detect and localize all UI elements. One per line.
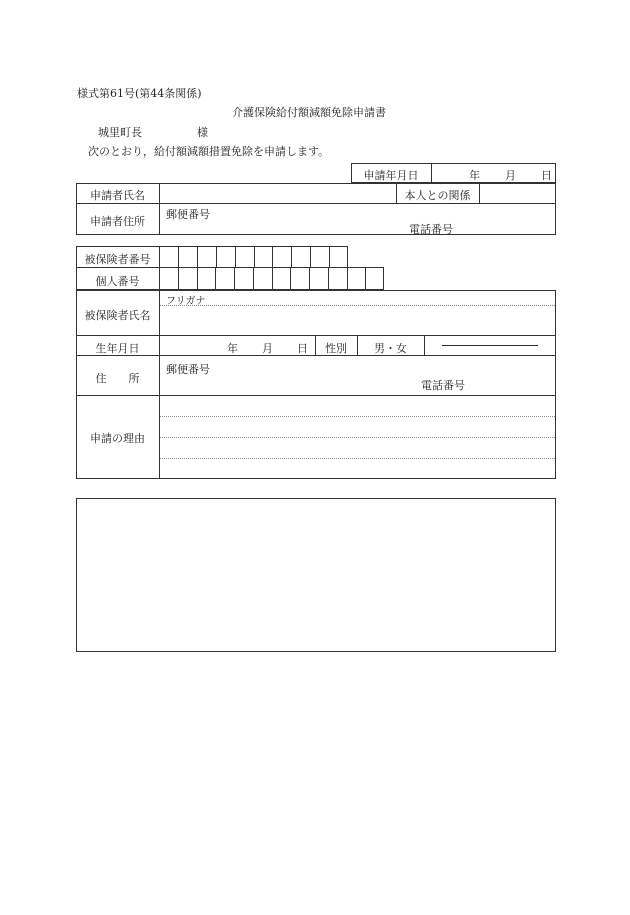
honorific: 様 [197, 126, 208, 139]
applicant-name-input[interactable] [163, 186, 391, 200]
personal-number-digit[interactable] [236, 270, 251, 287]
personal-number-digit[interactable] [311, 270, 326, 287]
applicant-phone-input[interactable] [459, 220, 551, 233]
insured-address-label: 住 所 [95, 372, 140, 385]
application-month-input[interactable] [476, 166, 502, 180]
application-date-label: 申請年月日 [363, 169, 419, 182]
personal-number-digit[interactable] [180, 270, 195, 287]
personal-number-digit[interactable] [292, 270, 307, 287]
personal-number-digit[interactable] [217, 270, 232, 287]
insured-number-digit[interactable] [256, 249, 271, 265]
insured-phone-label: 電話番号 [421, 379, 465, 392]
furigana-label: フリガナ [166, 296, 206, 307]
insured-name-label: 被保険者氏名 [84, 309, 151, 322]
insured-number-digit[interactable] [237, 249, 252, 265]
personal-number-digit[interactable] [161, 270, 176, 287]
addressee: 城里町長 [98, 126, 142, 139]
personal-number-label: 個人番号 [95, 275, 140, 288]
applicant-postal-label: 郵便番号 [166, 208, 210, 221]
birth-day-input[interactable] [275, 339, 295, 353]
personal-number-digit[interactable] [367, 270, 382, 287]
birth-month: 月 [262, 342, 273, 355]
insured-phone-input[interactable] [470, 376, 550, 390]
relation-input[interactable] [483, 186, 551, 200]
applicant-phone-label: 電話番号 [409, 223, 453, 236]
insured-number-digit[interactable] [331, 249, 346, 265]
birth-month-input[interactable] [240, 339, 260, 353]
applicant-postal-input[interactable] [214, 205, 394, 219]
insured-number-digit[interactable] [312, 249, 327, 265]
personal-number-digit[interactable] [349, 270, 364, 287]
birth-date-label: 生年月日 [95, 342, 140, 355]
birth-year: 年 [227, 342, 238, 355]
sex-options[interactable]: 男・女 [374, 342, 407, 355]
personal-number-digit[interactable] [330, 270, 345, 287]
personal-number-digit[interactable] [255, 270, 270, 287]
insured-postal-label: 郵便番号 [166, 363, 210, 376]
form-title: 介護保険給付額減額免除申請書 [232, 106, 386, 119]
reason-input[interactable] [164, 399, 550, 475]
form-number: 様式第61号(第44条関係) [77, 87, 202, 100]
insured-number-label: 被保険者番号 [84, 253, 151, 266]
intro-text: 次のとおり，給付額減額措置免除を申請します。 [88, 145, 330, 158]
applicant-address-label: 申請者住所 [90, 215, 145, 228]
furigana-input[interactable] [214, 292, 544, 304]
insured-number-digit[interactable] [274, 249, 289, 265]
age-line [442, 345, 538, 346]
sex-label: 性別 [325, 342, 347, 355]
reason-label: 申請の理由 [90, 432, 145, 445]
application-day: 日 [541, 169, 552, 182]
office-use-box [76, 498, 556, 652]
application-day-input[interactable] [512, 166, 538, 180]
insured-number-digit[interactable] [161, 249, 176, 265]
birth-year-input[interactable] [180, 339, 224, 353]
insured-number-digit[interactable] [293, 249, 308, 265]
application-year-input[interactable] [436, 166, 466, 180]
application-month: 月 [505, 169, 516, 182]
insured-name-input[interactable] [166, 312, 546, 330]
relation-label: 本人との関係 [404, 189, 471, 202]
personal-number-digit[interactable] [274, 270, 289, 287]
birth-day: 日 [297, 342, 308, 355]
insured-number-digit[interactable] [199, 249, 214, 265]
insured-postal-input[interactable] [214, 360, 414, 374]
insured-number-digit[interactable] [218, 249, 233, 265]
insured-number-digit[interactable] [180, 249, 195, 265]
personal-number-digit[interactable] [199, 270, 214, 287]
applicant-name-label: 申請者氏名 [90, 189, 145, 202]
application-year: 年 [469, 169, 480, 182]
